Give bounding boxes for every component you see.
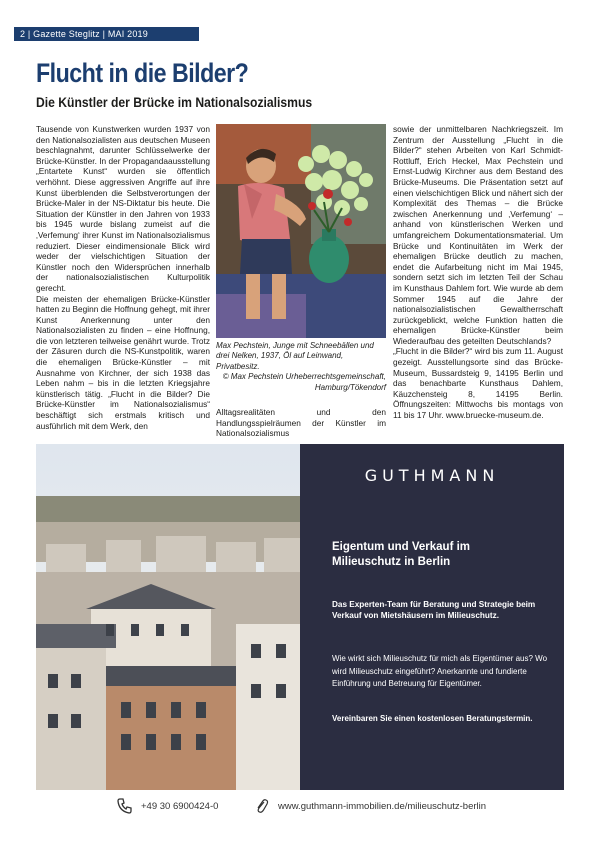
painting-image — [216, 124, 386, 338]
phone-number[interactable]: +49 30 6900424-0 — [141, 801, 219, 812]
ad-contact-row — [0, 796, 601, 816]
caption-text: Max Pechstein, Junge mit Schneebällen und drei Nelken, 1937, Öl auf Leinwand, Privatbesitz. — [216, 341, 374, 371]
article-column-1 — [36, 124, 210, 431]
paragraph: Alltagsrealitäten und den Handlungsspielräumen der Künstler im Nationalsozialismus — [216, 407, 386, 439]
phone-icon — [117, 798, 133, 814]
article-column-3 — [393, 124, 563, 421]
ad-city-photo — [36, 444, 300, 790]
paperclip-icon — [255, 798, 269, 814]
website-link[interactable]: www.guthmann-immobilien.de/milieuschutz-berlin — [278, 801, 487, 812]
article-column-2 — [216, 407, 386, 439]
paragraph: sowie der unmittelbaren Nachkriegszeit. Im Zentrum der Ausstellung „Flucht in die Bilder?“ stehen Arbeiten von Karl Schmidt-Rottluff, Erich Heckel, Max Pechstein und Ernst-Ludwig Kirchner aus dem Bestand des Brücke-Museums. Die Präsentation setzt auf einen vielschichtigen Blick und nähert sich der Komplexität des Themas – die Brücke zwischen Anerkennung und ‚Verfemung‘ – anhand von künstlerischen Werken und umfangreichem Dokumentationsmaterial. Um Brücke und Kontinuitäten im Werk der ehemaligen Brücke deutlich zu machen, endet die Aufarbeitung nicht im Mai 1945, sondern setzt sich im letzten Teil der Schau im Kunsthaus Dahlem fort. Wie wurde ab dem Sommer 1945 auf die Jahre der nationalsozialistischen Gewaltherrschaft zurückgeblickt, welche Funktion hatten die ehemaligen Brücke-Künstler beim Wiederaufbau des geteilten Deutschlands? — [393, 124, 563, 346]
page-header-bar: 2 | Gazette Steglitz | MAI 2019 — [14, 27, 199, 41]
ad-subtitle: Das Experten-Team für Beratung und Strategie beim Verkauf von Mietshäusern im Milieuschutz. — [332, 600, 536, 620]
caption-credit: © Max Pechstein Urheberrechtsgemeinschaft, Hamburg/Tökendorf — [222, 372, 386, 392]
ad-body: Wie wirkt sich Milieuschutz für mich als Eigentümer aus? Wo wird Milieuschutz eingeführt? Anerkannte und fundierte Einführung und Betreuung für Eigentümer. — [332, 654, 548, 688]
ad-call-to-action: Vereinbaren Sie einen kostenlosen Beratungstermin. — [332, 714, 533, 723]
ad-panel — [300, 444, 564, 790]
paragraph: Die meisten der ehemaligen Brücke-Künstler hatten zu Beginn die Hoffnung gehegt, mit ihrer Kunst Anerkennung unter den Nationalsozialisten zu finden – eine Hoffnung, die von letzteren teilweise genährt wurde. Trotz der Zäsuren durch die NS-Kunstpolitik, waren die ehemaligen Brücke-Künstler – mit Ausnahme von Kirchner, der sich 1938 das Leben nahm – bis in die letzten Kriegsjahre künstlerisch tätig. „Flucht in die Bilder? Die Brücke-Künstler im Nationalsozialismus“ beschäftigt sich erstmals kritisch und ausführlich mit dem Werk, den — [36, 293, 210, 431]
article-headline: Flucht in die Bilder? — [36, 58, 249, 88]
article-subheadline: Die Künstler der Brücke im Nationalsozialismus — [36, 95, 313, 110]
image-caption — [216, 341, 386, 393]
paragraph: Tausende von Kunstwerken wurden 1937 von den Nationalsozialisten aus deutschen Museen beschlagnahmt, darunter Schlüsselwerke der Brücke-Künstler. In der Propagandaausstellung „Entartete Kunst“ wurden sie öffentlich verhöhnt. Diese aggressiven Angriffe auf ihre Kunst überblenden die Selbstverortungen der Brücke-Maler in der NS-Diktatur bis heute. Die Situation der Künstler in den Jahren von 1933 bis 1945 wurde bislang zumeist auf die ‚Verfemung‘ ihrer Kunst im Nationalsozialismus reduziert. Dieser eindimensionale Blick wird weder der vielschichtigen Situation der Künstler noch den Widersprüchen innerhalb der nationalsozialistischen Kulturpolitik gerecht. — [36, 124, 210, 293]
brand-logo: GUTHMANN — [364, 466, 500, 485]
paragraph: „Flucht in die Bilder?“ wird bis zum 11. August gezeigt. Ausstellungsorte sind das Brücke-Museum, Bussardsteig 9, 14195 Berlin und das benachbarte Kunsthaus Dahlem, Käuzchensteig 8, 14195 Berlin. Öffnungszeiten: Mittwochs bis montags von 11 bis 17 Uhr. www.bruecke-museum.de. — [393, 346, 563, 421]
ad-title: Eigentum und Verkauf im Milieuschutz in Berlin — [332, 541, 471, 568]
